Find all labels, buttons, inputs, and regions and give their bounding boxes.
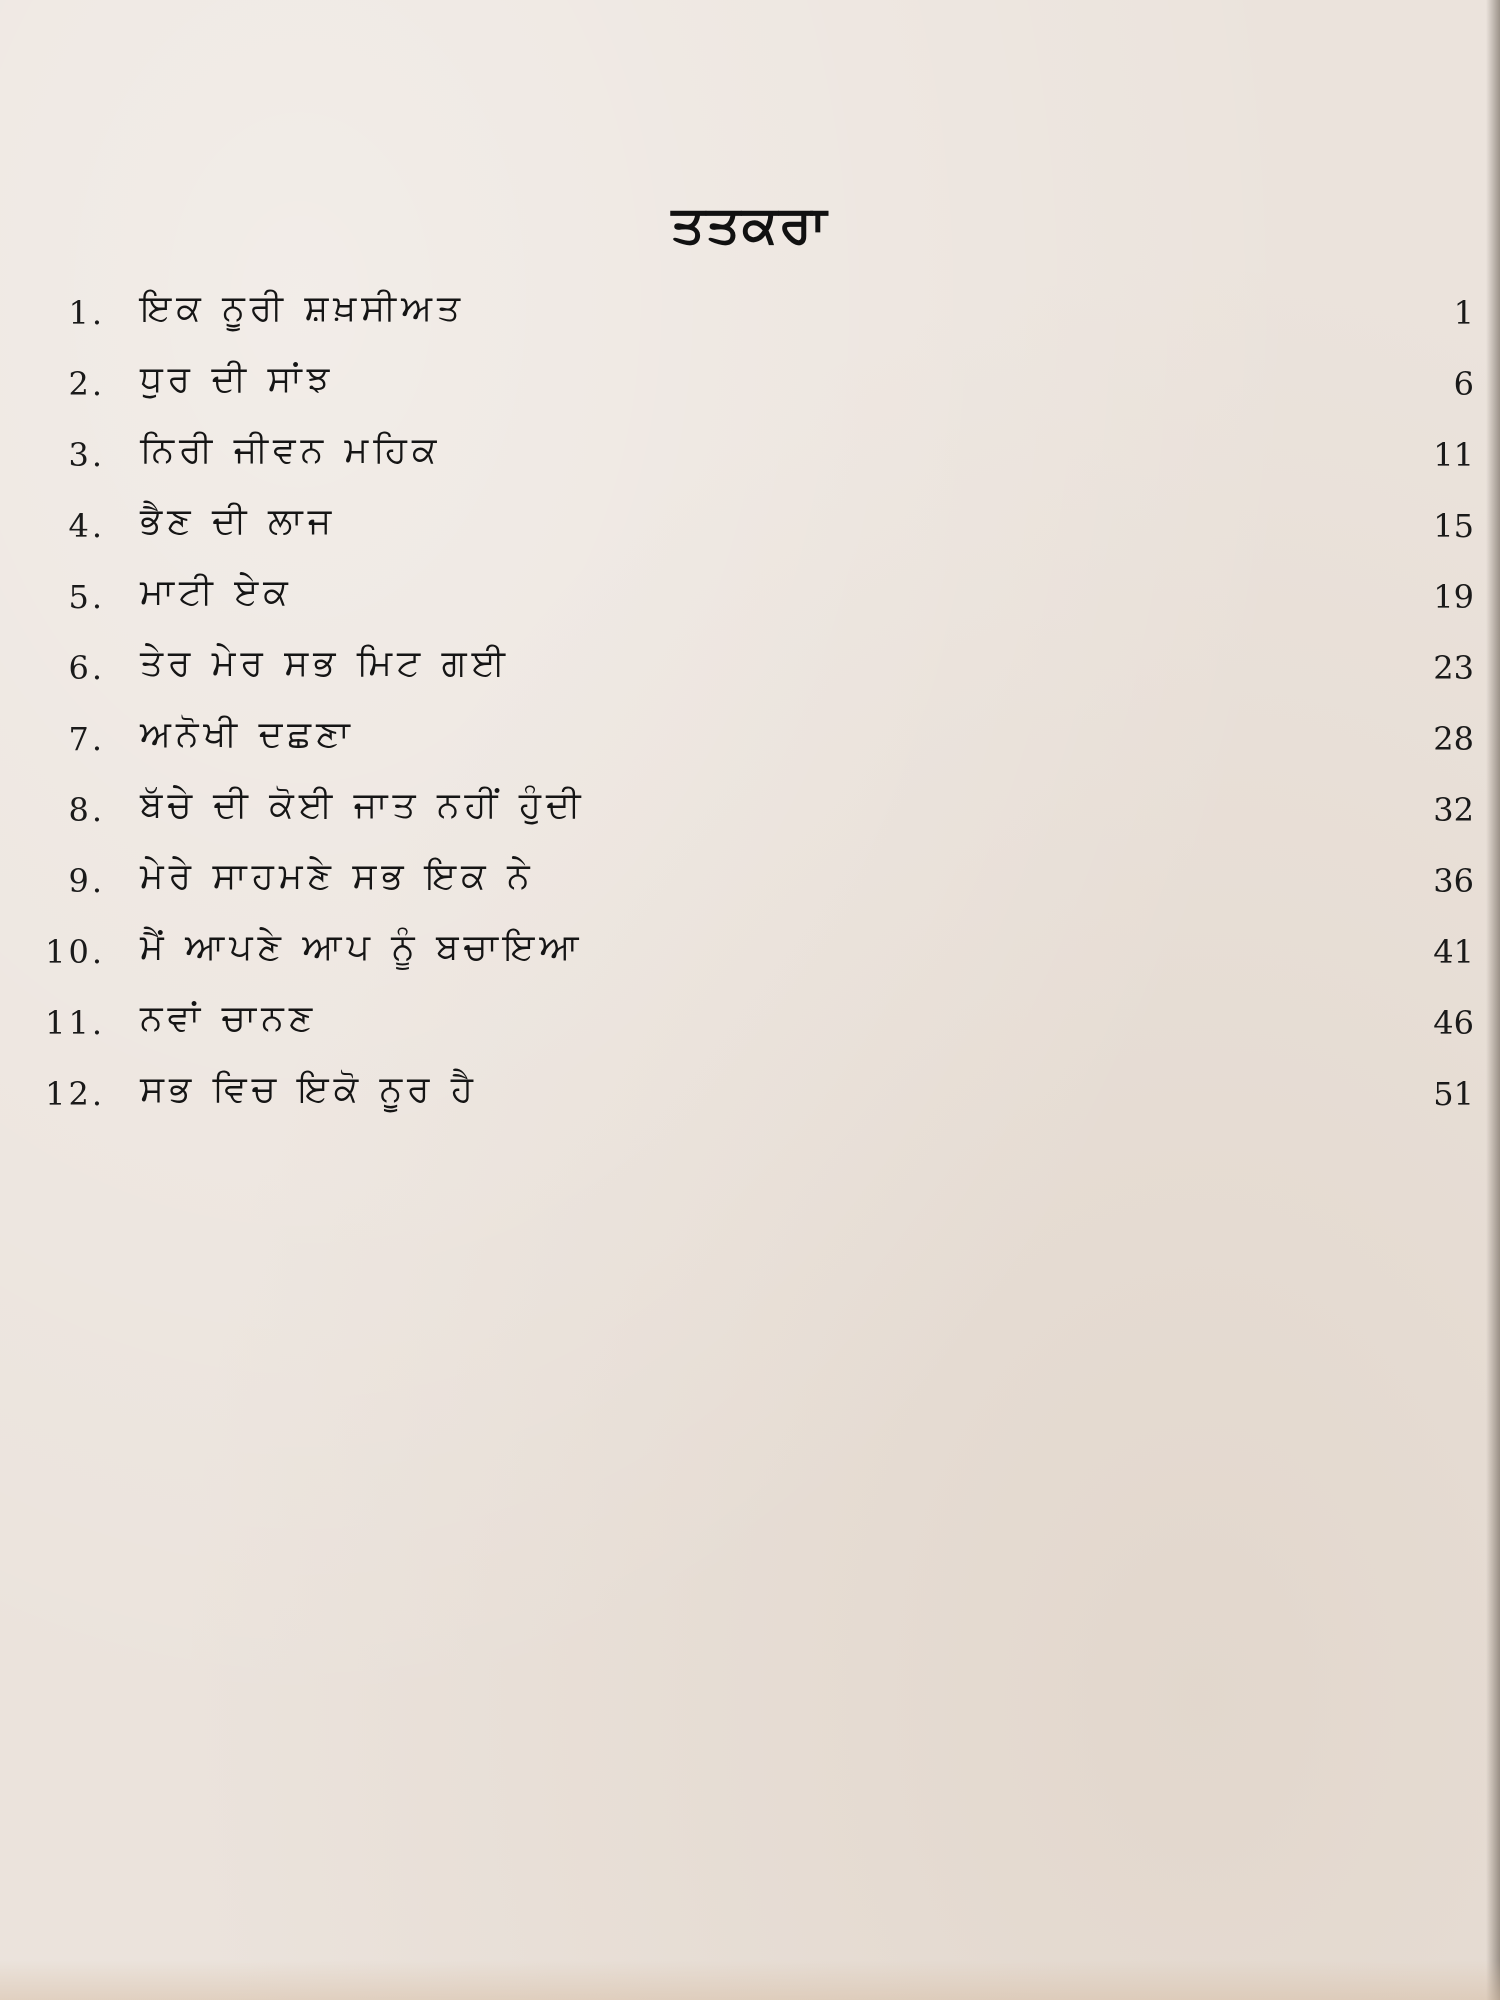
toc-entry: [0, 785, 1500, 856]
entry-page-number: 46: [1433, 1004, 1474, 1042]
entry-title: ਨਿਰੀ ਜੀਵਨ ਮਹਿਕ: [140, 430, 442, 471]
entry-page-number: 28: [1433, 720, 1474, 758]
entry-title: ਨਵਾਂ ਚਾਨਣ: [140, 998, 318, 1039]
entry-title: ਧੁਰ ਦੀ ਸਾਂਝ: [140, 359, 335, 400]
entry-title: ਇਕ ਨੂਰੀ ਸ਼ਖ਼ਸੀਅਤ: [140, 288, 466, 329]
toc-entry: [0, 430, 1500, 501]
entry-number: 12.: [45, 1075, 105, 1113]
entry-title: ਸਭ ਵਿਚ ਇਕੋ ਨੂਰ ਹੈ: [140, 1069, 478, 1110]
toc-entry: [0, 501, 1500, 572]
entry-number: 4.: [68, 507, 105, 545]
entry-number: 9.: [68, 862, 105, 900]
toc-entry: [0, 288, 1500, 359]
entry-title: ਅਨੋਖੀ ਦਛਣਾ: [140, 714, 355, 755]
entry-page-number: 23: [1433, 649, 1474, 687]
entry-number: 11.: [45, 1004, 105, 1042]
entry-number: 5.: [68, 578, 105, 616]
entry-title: ਤੇਰ ਮੇਰ ਸਭ ਮਿਟ ਗਈ: [140, 643, 511, 684]
toc-entry: [0, 714, 1500, 785]
entry-page-number: 19: [1433, 578, 1474, 616]
entry-page-number: 32: [1433, 791, 1474, 829]
page-edge-shadow: [1486, 0, 1500, 2000]
toc-entry: [0, 998, 1500, 1069]
entry-page-number: 41: [1433, 933, 1474, 971]
entry-title: ਬੱਚੇ ਦੀ ਕੋਈ ਜਾਤ ਨਹੀਂ ਹੁੰਦੀ: [140, 785, 586, 826]
toc-entry: [0, 359, 1500, 430]
toc-entry: [0, 643, 1500, 714]
entry-page-number: 36: [1433, 862, 1474, 900]
entry-page-number: 1: [1453, 294, 1474, 332]
entry-page-number: 6: [1453, 365, 1474, 403]
toc-entry: [0, 927, 1500, 998]
toc-entry: [0, 1069, 1500, 1140]
entry-number: 1.: [68, 294, 105, 332]
entry-title: ਮੈਂ ਆਪਣੇ ਆਪ ਨੂੰ ਬਚਾਇਆ: [140, 927, 584, 968]
page-bottom-tint: [0, 1960, 1500, 2000]
entry-number: 8.: [68, 791, 105, 829]
entry-number: 6.: [68, 649, 105, 687]
toc-entry: [0, 572, 1500, 643]
table-of-contents: [0, 288, 1500, 1140]
entry-page-number: 15: [1433, 507, 1474, 545]
entry-page-number: 51: [1433, 1075, 1474, 1113]
toc-entry: [0, 856, 1500, 927]
entry-title: ਮੇਰੇ ਸਾਹਮਣੇ ਸਭ ਇਕ ਨੇ: [140, 856, 535, 897]
entry-number: 3.: [68, 436, 105, 474]
entry-number: 7.: [68, 720, 105, 758]
entry-title: ਭੈਣ ਦੀ ਲਾਜ: [140, 501, 337, 542]
entry-number: 10.: [45, 933, 105, 971]
entry-title: ਮਾਟੀ ਏਕ: [140, 572, 293, 613]
entry-page-number: 11: [1433, 436, 1474, 474]
page-title: ਤਤਕਰਾ: [671, 194, 829, 255]
entry-number: 2.: [68, 365, 105, 403]
